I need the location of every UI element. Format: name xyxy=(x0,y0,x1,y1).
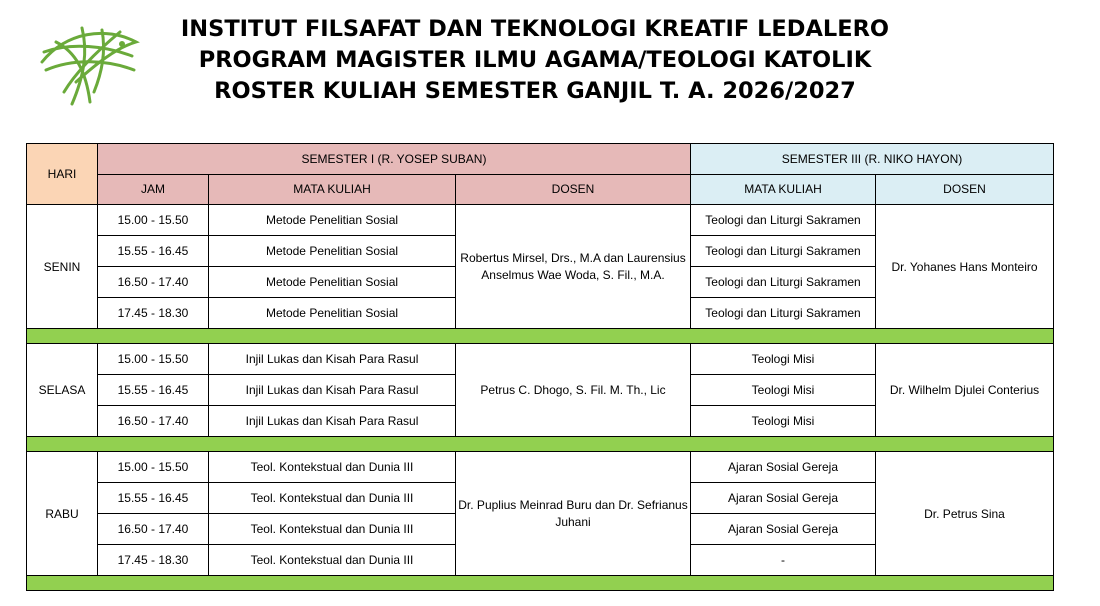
course-cell: Metode Penelitian Sosial xyxy=(209,267,456,298)
course-cell: - xyxy=(691,545,876,576)
course-cell: Metode Penelitian Sosial xyxy=(209,205,456,236)
course-cell: Teologi dan Liturgi Sakramen xyxy=(691,267,876,298)
course-cell: Teologi Misi xyxy=(691,406,876,437)
time-cell: 16.50 - 17.40 xyxy=(98,514,209,545)
course-cell: Ajaran Sosial Gereja xyxy=(691,514,876,545)
lecturer-cell: Dr. Wilhelm Djulei Conterius xyxy=(876,344,1054,437)
table-row xyxy=(27,452,1054,483)
dosen-1-column-header: DOSEN xyxy=(456,174,691,205)
time-cell: 15.00 - 15.50 xyxy=(98,452,209,483)
fish-logo-icon xyxy=(36,12,146,108)
mata-kuliah-1-column-header: MATA KULIAH xyxy=(209,174,456,205)
course-cell: Teol. Kontekstual dan Dunia III xyxy=(209,483,456,514)
document-header xyxy=(150,14,920,107)
mata-kuliah-3-column-header: MATA KULIAH xyxy=(691,174,876,205)
separator-cell xyxy=(27,576,1054,591)
course-cell: Teologi dan Liturgi Sakramen xyxy=(691,236,876,267)
schedule-table xyxy=(26,143,1054,591)
course-cell: Injil Lukas dan Kisah Para Rasul xyxy=(209,406,456,437)
time-cell: 17.45 - 18.30 xyxy=(98,298,209,329)
day-cell-senin: SENIN xyxy=(27,205,98,329)
course-cell: Teologi Misi xyxy=(691,375,876,406)
hari-header: HARI xyxy=(27,144,98,205)
lecturer-cell: Dr. Yohanes Hans Monteiro xyxy=(876,205,1054,329)
table-row xyxy=(27,205,1054,236)
time-cell: 15.55 - 16.45 xyxy=(98,483,209,514)
lecturer-cell: Dr. Puplius Meinrad Buru dan Dr. Sefrianus Juhani xyxy=(456,452,691,576)
course-cell: Teol. Kontekstual dan Dunia III xyxy=(209,452,456,483)
program-title: PROGRAM MAGISTER ILMU AGAMA/TEOLOGI KATOLIK xyxy=(198,47,872,73)
course-cell: Injil Lukas dan Kisah Para Rasul xyxy=(209,375,456,406)
time-cell: 15.55 - 16.45 xyxy=(98,236,209,267)
time-cell: 17.45 - 18.30 xyxy=(98,545,209,576)
table-row xyxy=(27,344,1054,375)
separator-row xyxy=(27,329,1054,344)
course-cell: Metode Penelitian Sosial xyxy=(209,298,456,329)
course-cell: Teologi dan Liturgi Sakramen xyxy=(691,298,876,329)
institution-title: INSTITUT FILSAFAT DAN TEKNOLOGI KREATIF LEDALERO xyxy=(180,16,890,42)
course-cell: Ajaran Sosial Gereja xyxy=(691,452,876,483)
course-cell: Injil Lukas dan Kisah Para Rasul xyxy=(209,344,456,375)
course-cell: Ajaran Sosial Gereja xyxy=(691,483,876,514)
course-cell: Teol. Kontekstual dan Dunia III xyxy=(209,545,456,576)
time-cell: 16.50 - 17.40 xyxy=(98,406,209,437)
course-cell: Teol. Kontekstual dan Dunia III xyxy=(209,514,456,545)
lecturer-cell: Petrus C. Dhogo, S. Fil. M. Th., Lic xyxy=(456,344,691,437)
day-cell-rabu: RABU xyxy=(27,452,98,576)
lecturer-cell: Robertus Mirsel, Drs., M.A dan Laurensius Anselmus Wae Woda, S. Fil., M.A. xyxy=(456,205,691,329)
time-cell: 15.55 - 16.45 xyxy=(98,375,209,406)
course-cell: Metode Penelitian Sosial xyxy=(209,236,456,267)
semester1-header: SEMESTER I (R. YOSEP SUBAN) xyxy=(98,144,691,175)
time-cell: 16.50 - 17.40 xyxy=(98,267,209,298)
separator-cell xyxy=(27,437,1054,452)
separator-cell xyxy=(27,329,1054,344)
dosen-3-column-header: DOSEN xyxy=(876,174,1054,205)
time-cell: 15.00 - 15.50 xyxy=(98,344,209,375)
lecturer-cell: Dr. Petrus Sina xyxy=(876,452,1054,576)
jam-column-header: JAM xyxy=(98,174,209,205)
course-cell: Teologi dan Liturgi Sakramen xyxy=(691,205,876,236)
separator-row xyxy=(27,576,1054,591)
separator-row xyxy=(27,437,1054,452)
day-cell-selasa: SELASA xyxy=(27,344,98,437)
semester3-header: SEMESTER III (R. NIKO HAYON) xyxy=(691,144,1054,175)
course-cell: Teologi Misi xyxy=(691,344,876,375)
roster-title: ROSTER KULIAH SEMESTER GANJIL T. A. 2026/2027 xyxy=(214,78,856,104)
time-cell: 15.00 - 15.50 xyxy=(98,205,209,236)
